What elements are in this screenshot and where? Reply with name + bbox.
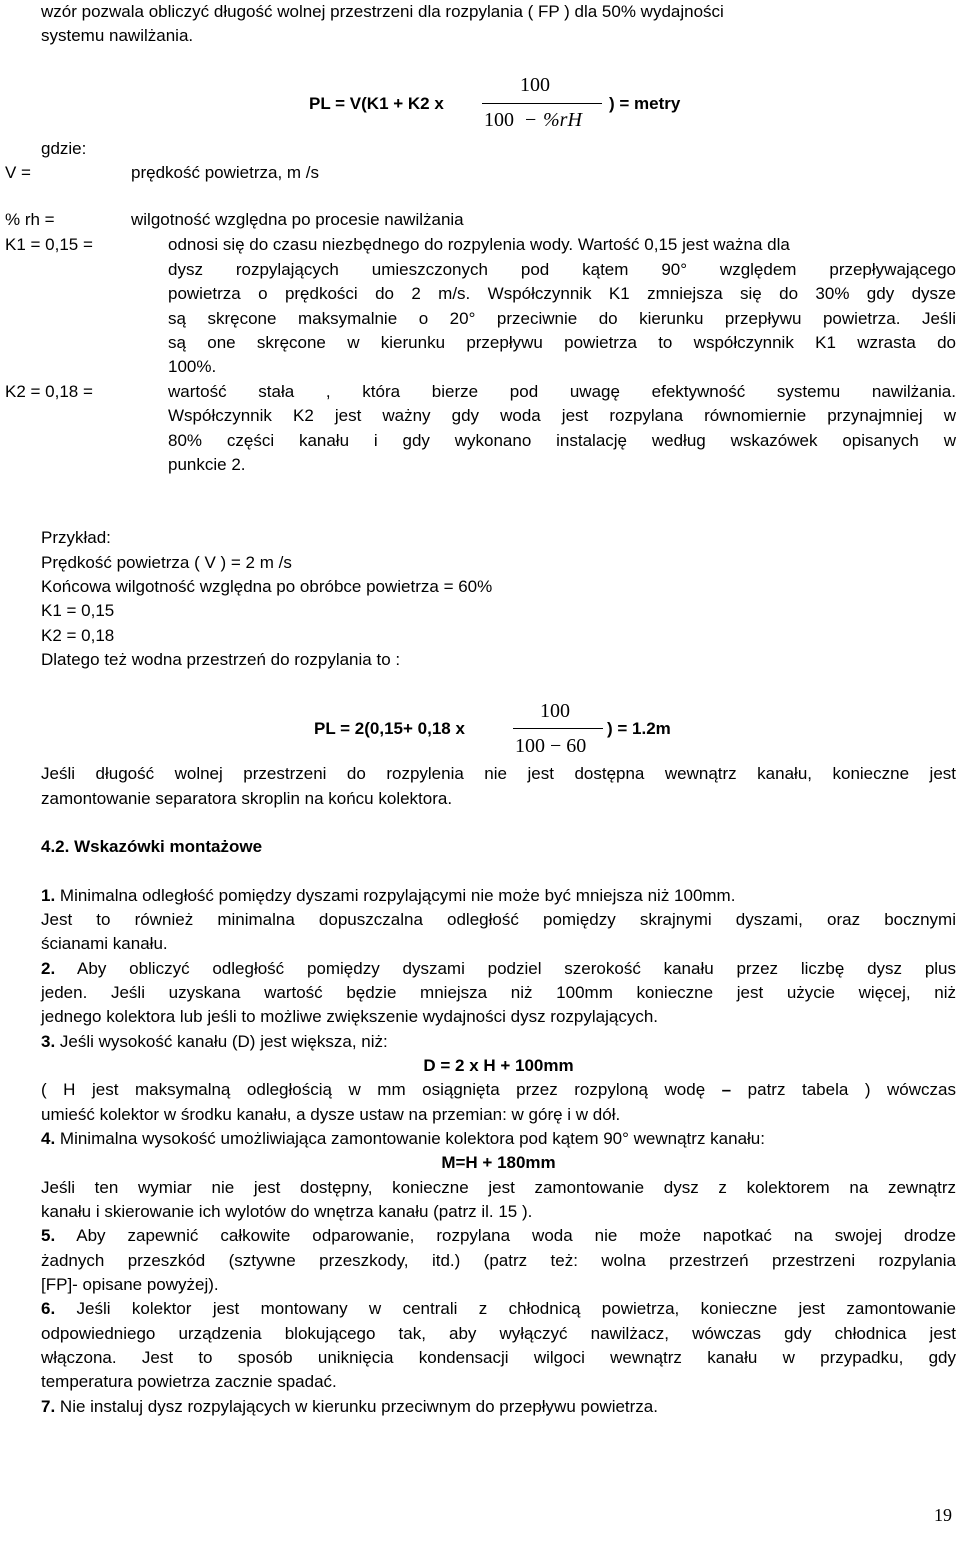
- instruction-3-line-3: umieść kolektor w środku kanału, a dysze ustaw na przemian: w górę i w dół.: [41, 1105, 621, 1124]
- k1-line-3: powietrza o prędkości do 2 m/s. Współczynnik K1 zmniejsza się do 30% gdy dysze: [168, 284, 956, 303]
- instruction-4-line-2: Jeśli ten wymiar nie jest dostępny, konieczne jest zamontowanie dysz z kolektorem na zewnątrz: [41, 1178, 956, 1197]
- instruction-6-number: 6.: [41, 1299, 56, 1318]
- instruction-4-number: 4.: [41, 1129, 56, 1148]
- k1-line-6: 100%.: [168, 357, 217, 376]
- instruction-7-line-1: [41, 1395, 658, 1419]
- instruction-4-text: Minimalna wysokość umożliwiająca zamontowanie kolektora pod kątem 90° wewnątrz kanału:: [55, 1129, 765, 1148]
- formula1-den-b: %rH: [543, 109, 582, 131]
- formula2-numerator: 100: [540, 700, 570, 722]
- instruction-2-number: 2.: [41, 959, 56, 978]
- instruction-5-line-1: [41, 1224, 956, 1248]
- formula2-right: ) = 1.2m: [607, 719, 671, 738]
- formula1-right: ) = metry: [609, 94, 681, 113]
- intro-line-1: wzór pozwala obliczyć długość wolnej przestrzeni dla rozpylania ( FP ) dla 50% wydajności: [41, 2, 724, 21]
- k2-line-2: Współczynnik K2 jest ważny gdy woda jest rozpylana równomiernie przynajmniej w: [168, 406, 956, 425]
- example-line-5: Dlatego też wodna przestrzeń do rozpylania to :: [41, 650, 401, 669]
- instruction-5-number: 5.: [41, 1226, 56, 1245]
- k1-line-2: dysz rozpylających umieszczonych pod kątem 90° względem przepływającego: [168, 260, 956, 279]
- instruction-5-text: Aby zapewnić całkowite odparowanie, rozpylana woda nie może napotkać na swojej drodze: [55, 1226, 956, 1245]
- k1-term: K1 = 0,15 =: [5, 235, 93, 254]
- formula2-left: PL = 2(0,15+ 0,18 x: [314, 719, 465, 738]
- example-heading: Przykład:: [41, 528, 111, 547]
- formula1-den-a: 100: [484, 109, 514, 131]
- intro-line-2: systemu nawilżania.: [41, 26, 194, 45]
- instruction-2-line-3: jednego kolektora lub jeśli to możliwe zwiększenie wydajności dysz rozpylających.: [41, 1007, 659, 1026]
- instruction-2-line-2: jeden. Jeśli uzyskana wartość będzie mniejsza niż 100mm konieczne jest użycie więcej, niż: [41, 983, 956, 1002]
- v-term: V =: [5, 163, 31, 182]
- example-line-4: K2 = 0,18: [41, 626, 115, 645]
- note-line-1: Jeśli długość wolnej przestrzeni do rozpylenia nie jest dostępna wewnątrz kanału, konieczne jest: [41, 764, 956, 783]
- instruction-1-number: 1.: [41, 886, 56, 905]
- note-line-2: zamontowanie separatora skroplin na końcu kolektora.: [41, 789, 453, 808]
- instruction-3-line-2b: patrz tabela ) wówczas: [731, 1080, 956, 1099]
- instruction-7-number: 7.: [41, 1397, 56, 1416]
- v-description: prędkość powietrza, m /s: [131, 163, 320, 182]
- formula1-left: PL = V(K1 + K2 x: [309, 94, 444, 113]
- instruction-2-line-1: [41, 957, 956, 981]
- k1-line-4: są skręcone maksymalnie o 20° przeciwnie do kierunku przepływu powietrza. Jeśli: [168, 309, 956, 328]
- instruction-3-formula: D = 2 x H + 100mm: [423, 1056, 574, 1075]
- rh-term: % rh =: [5, 210, 55, 229]
- instruction-3-line-2a: ( H jest maksymalną odległością w mm osiągnięta przez rozpyloną wodę: [41, 1080, 722, 1099]
- example-line-1: Prędkość powietrza ( V ) = 2 m /s: [41, 553, 292, 572]
- instruction-6-line-2: odpowiedniego urządzenia blokującego tak, aby wyłączyć nawilżacz, wówczas gdy chłodnica jest: [41, 1324, 956, 1343]
- instruction-3-text: Jeśli wysokość kanału (D) jest większa, niż:: [55, 1032, 388, 1051]
- instruction-6-line-4: temperatura powietrza zacznie spadać.: [41, 1372, 337, 1391]
- instruction-6-line-3: włączona. Jest to sposób uniknięcia kondensacji wilgoci wewnątrz kanału w przypadku, gdy: [41, 1348, 956, 1367]
- k2-term: K2 = 0,18 =: [5, 382, 93, 401]
- formula1-fraction-bar: [482, 103, 602, 104]
- instruction-7-text: Nie instaluj dysz rozpylających w kierunku przeciwnym do przepływu powietrza.: [55, 1397, 658, 1416]
- k2-line-4: punkcie 2.: [168, 455, 246, 474]
- instruction-1-line-1: [41, 884, 956, 908]
- k1-line-5: są one skręcone w kierunku przepływu powietrza to współczynnik K1 wzrasta do: [168, 333, 956, 352]
- instruction-3-dash: –: [721, 1080, 732, 1099]
- example-line-3: K1 = 0,15: [41, 601, 115, 620]
- instruction-5-line-2: żadnych przeszkód (sztywne przeszkody, itd.) (patrz też: wolna przestrzeń przestrzeni rozpylania: [41, 1251, 956, 1270]
- instruction-5-line-3: [FP]- opisane powyżej).: [41, 1275, 219, 1294]
- instruction-3-line-2: [41, 1078, 956, 1102]
- instruction-4-line-3: kanału i skierowanie ich wylotów do wnętrza kanału (patrz il. 15 ).: [41, 1202, 533, 1221]
- instruction-4-line-1: [41, 1127, 765, 1151]
- instruction-1-line-3: ścianami kanału.: [41, 934, 168, 953]
- instruction-4-formula: M=H + 180mm: [441, 1153, 556, 1172]
- page-number: 19: [934, 1505, 952, 1525]
- k2-line-3: 80% części kanału i gdy wykonano instalację według wskazówek opisanych w: [168, 431, 956, 450]
- formula2-denominator: 100 − 60: [515, 735, 587, 757]
- instruction-1-line-2: Jest to również minimalna dopuszczalna odległość pomiędzy skrajnymi dyszami, oraz bocznymi: [41, 910, 956, 929]
- instruction-2-text: Aby obliczyć odległość pomiędzy dyszami podziel szerokość kanału przez liczbę dysz plus: [55, 959, 956, 978]
- section-heading: 4.2. Wskazówki montażowe: [41, 837, 263, 856]
- formula2-fraction-bar: [513, 728, 603, 729]
- formula1-numerator: 100: [520, 74, 550, 96]
- instruction-3-line-1: [41, 1030, 388, 1054]
- instruction-1-text: Minimalna odległość pomiędzy dyszami rozpylającymi nie może być mniejsza niż 100mm.: [55, 886, 736, 905]
- instruction-6-text: Jeśli kolektor jest montowany w centrali z chłodnicą powietrza, konieczne jest zamontowanie: [55, 1299, 956, 1318]
- formula1-minus: −: [525, 109, 537, 131]
- instruction-6-line-1: [41, 1297, 956, 1321]
- k2-line-1: wartość stała , która bierze pod uwagę efektywność systemu nawilżania.: [168, 382, 956, 401]
- k1-line-1: odnosi się do czasu niezbędnego do rozpylenia wody. Wartość 0,15 jest ważna dla: [168, 235, 790, 254]
- example-line-2: Końcowa wilgotność względna po obróbce powietrza = 60%: [41, 577, 493, 596]
- instruction-3-number: 3.: [41, 1032, 56, 1051]
- gdzie-label: gdzie:: [41, 139, 87, 158]
- rh-description: wilgotność względna po procesie nawilżania: [131, 210, 464, 229]
